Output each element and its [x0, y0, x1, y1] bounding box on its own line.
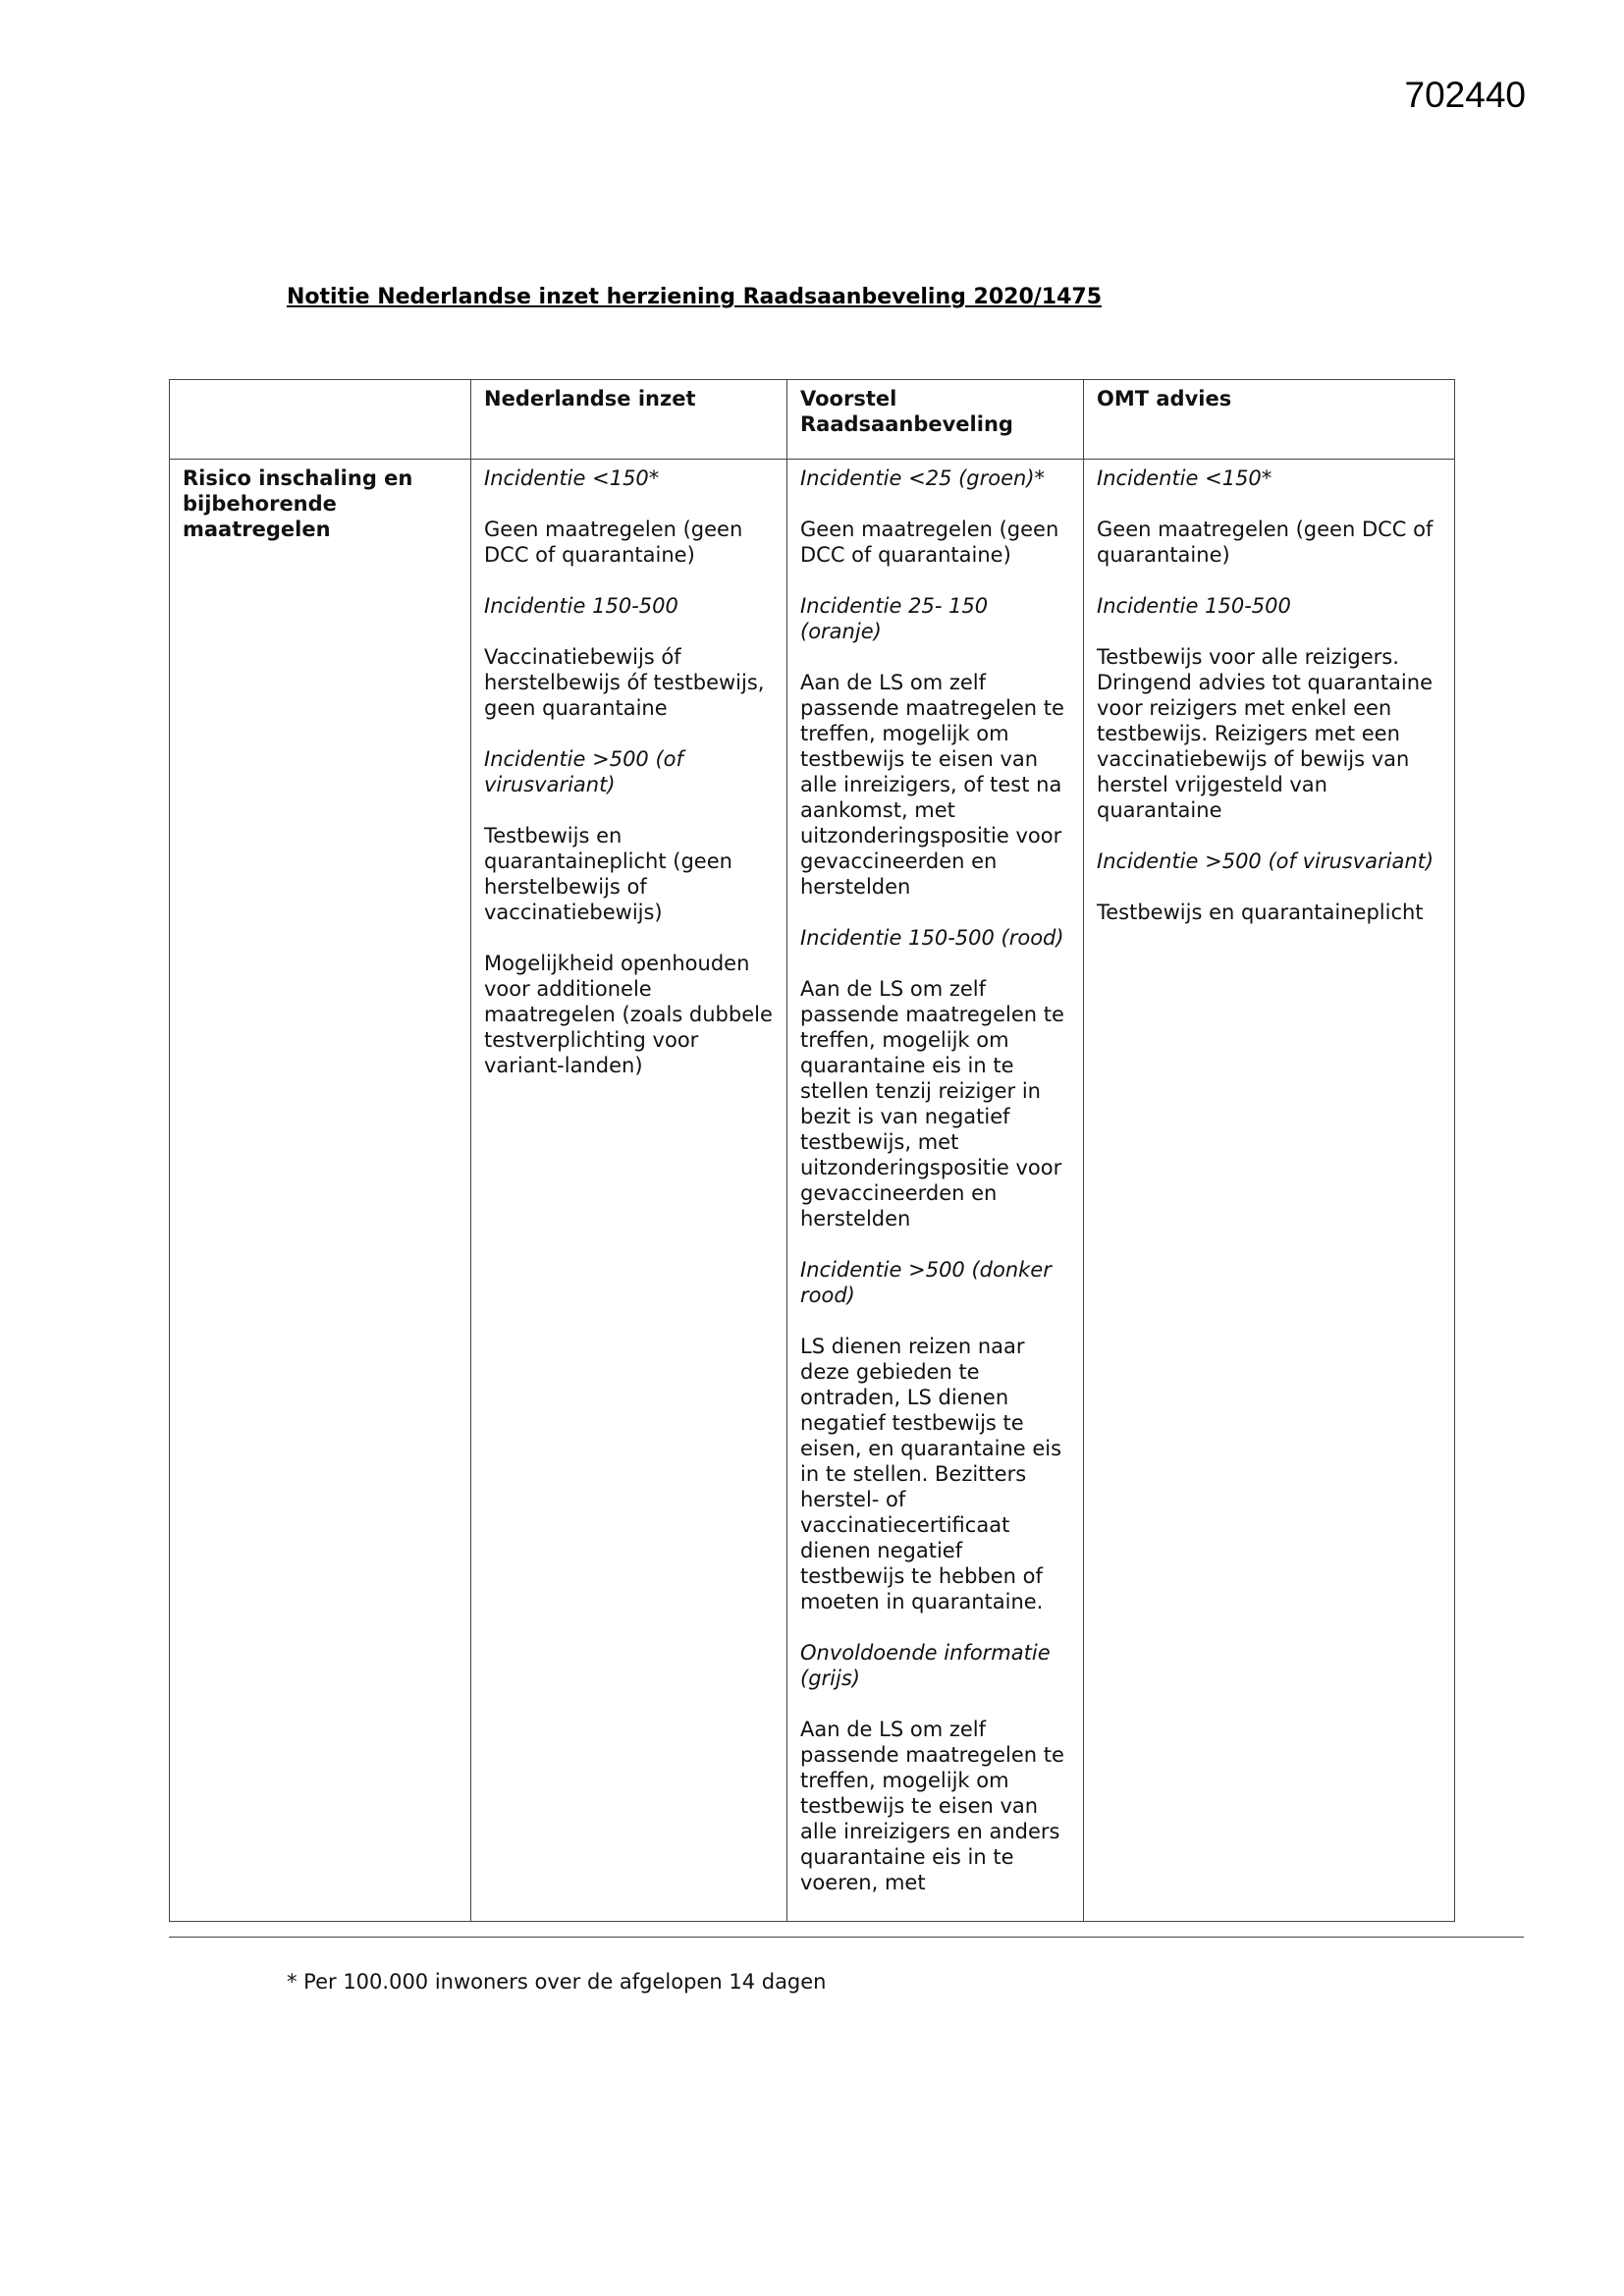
- cell-paragraph: Geen maatregelen (geen DCC of quarantaine): [800, 518, 1059, 567]
- cell-paragraph: Incidentie >500 (donker rood): [800, 1258, 1052, 1307]
- cell-paragraph: Onvoldoende informatie (grijs): [800, 1641, 1051, 1690]
- header-omt-advies: OMT advies: [1084, 380, 1455, 460]
- cell-paragraph: Vaccinatiebewijs óf herstelbewijs óf testbewijs, geen quarantaine: [484, 645, 765, 720]
- footnote: * Per 100.000 inwoners over de afgelopen 14 dagen: [287, 1970, 827, 1994]
- header-empty-cell: [170, 380, 471, 460]
- cell-nederlandse-inzet: [471, 460, 787, 1922]
- cell-paragraph: Geen maatregelen (geen DCC of quarantaine): [1097, 518, 1434, 567]
- cell-paragraph: Aan de LS om zelf passende maatregelen te treffen, mogelijk om testbewijs te eisen van alle inreizigers, of test na aankomst, met uitzonderingspositie voor gevaccineerden en herstelden: [800, 671, 1064, 899]
- cell-paragraph: Incidentie 150-500: [484, 594, 678, 618]
- cell-paragraph: Incidentie 25- 150 (oranje): [800, 594, 989, 643]
- comparison-table: [169, 379, 1455, 1922]
- header-nederlandse-inzet: Nederlandse inzet: [471, 380, 787, 460]
- header-voorstel-raadsaanbeveling: Voorstel Raadsaanbeveling: [787, 380, 1084, 460]
- table-header-row: [170, 380, 1455, 460]
- cell-paragraph: Mogelijkheid openhouden voor additionele maatregelen (zoals dubbele testverplichting voor variant-landen): [484, 952, 773, 1077]
- cell-paragraph: Incidentie >500 (of virusvariant): [484, 747, 683, 796]
- cell-paragraph: Testbewijs voor alle reizigers. Dringend advies tot quarantaine voor reizigers met enkel een testbewijs. Reizigers met een vaccinatiebewijs of bewijs van herstel vrijgesteld van quarantaine: [1097, 645, 1433, 822]
- document-title: Notitie Nederlandse inzet herziening Raadsaanbeveling 2020/1475: [287, 285, 1103, 309]
- row-header-risico: Risico inschaling en bijbehorende maatregelen: [170, 460, 471, 1922]
- cell-voorstel-raadsaanbeveling: [787, 460, 1084, 1922]
- cell-paragraph: Testbewijs en quarantaineplicht (geen herstelbewijs of vaccinatiebewijs): [484, 824, 732, 924]
- cell-paragraph: Incidentie <150*: [484, 466, 660, 490]
- table-bottom-rule: [169, 1937, 1524, 1938]
- cell-paragraph: Aan de LS om zelf passende maatregelen te treffen, mogelijk om quarantaine eis in te stellen tenzij reiziger in bezit is van negatief testbewijs, met uitzonderingspositie voor gevaccineerden en herstelden: [800, 977, 1064, 1230]
- cell-paragraph: Geen maatregelen (geen DCC of quarantaine): [484, 518, 743, 567]
- document-number: 702440: [1404, 75, 1526, 115]
- cell-paragraph: Testbewijs en quarantaineplicht: [1097, 901, 1424, 924]
- cell-paragraph: Incidentie 150-500 (rood): [800, 926, 1064, 950]
- table-row: [170, 460, 1455, 1922]
- cell-omt-advies: [1084, 460, 1455, 1922]
- cell-paragraph: Incidentie 150-500: [1097, 594, 1291, 618]
- cell-paragraph: Incidentie <150*: [1097, 466, 1272, 490]
- cell-paragraph: Aan de LS om zelf passende maatregelen te treffen, mogelijk om testbewijs te eisen van alle inreizigers en anders quarantaine eis in te voeren, met: [800, 1718, 1064, 1894]
- cell-paragraph: Incidentie >500 (of virusvariant): [1097, 849, 1435, 873]
- cell-paragraph: LS dienen reizen naar deze gebieden te ontraden, LS dienen negatief testbewijs te eisen, en quarantaine eis in te stellen. Bezitters herstel- of vaccinatiecertificaat dienen negatief testbewijs te hebben of moeten in quarantaine.: [800, 1335, 1062, 1613]
- cell-paragraph: Incidentie <25 (groen)*: [800, 466, 1046, 490]
